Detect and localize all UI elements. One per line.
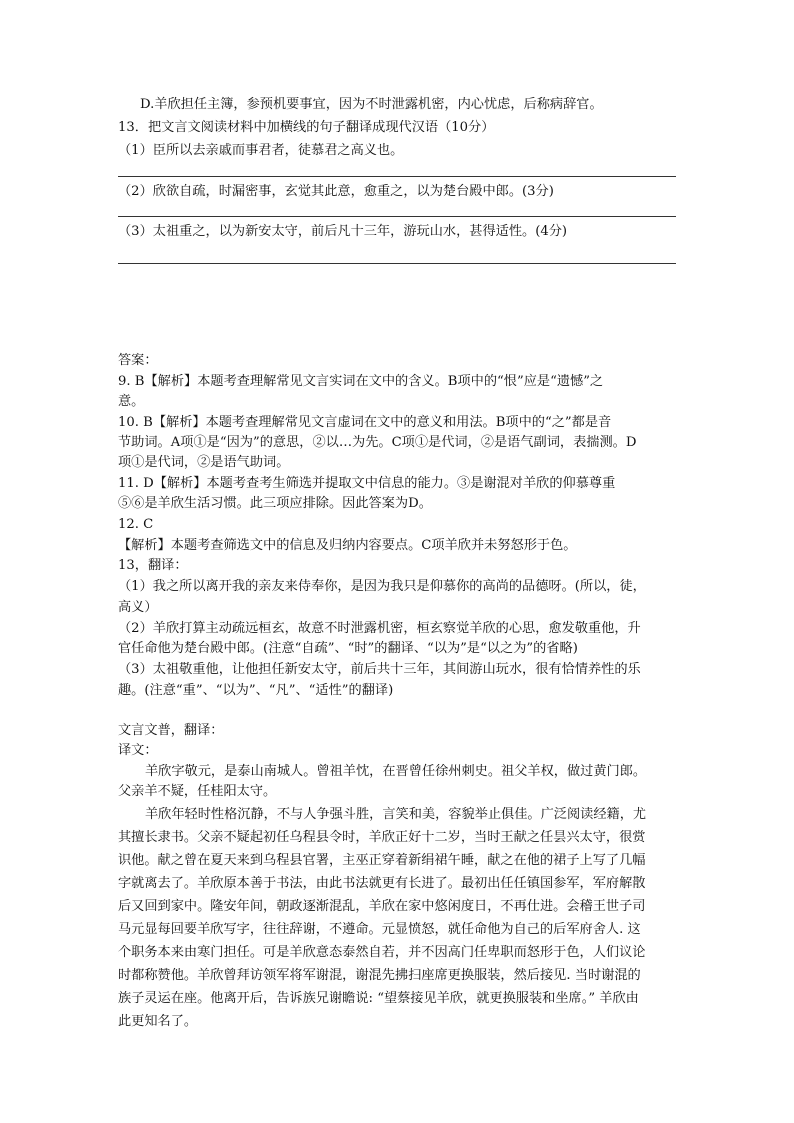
answer-line-text: 9. B【解析】本题考查理解常见文言实词在文中的含义。B项中的“恨”应是“遗憾”之 xyxy=(118,374,604,389)
answer-line-text: （2）羊欣打算主动疏远桓玄，故意不时泄露机密，桓玄察觉羊欣的心思，愈发敬重他，升 xyxy=(118,621,641,636)
translation-line: 此更知名了。 xyxy=(118,1014,198,1029)
answer-line-text: ⑤⑥是羊欣生活习惯。此三项应排除。因此答案为D。 xyxy=(118,496,432,511)
answer-line-text: 12. C xyxy=(118,517,154,532)
translation-line: 族子灵运在座。他离开后，告诉族兄谢瞻说: “望蔡接见羊欣，就更换服装和坐席。” 羊欣由 xyxy=(118,991,639,1006)
translation-line: 识他。献之曾在夏天来到乌程县官署，主巫正穿着新绢裙午睡，献之在他的裙子上写了几幅 xyxy=(118,853,646,868)
translation-line: 羊欣字敬元，是泰山南城人。曾祖羊忱，在晋曾任徐州刺史。祖父羊权，做过黄门郎。 xyxy=(145,764,647,779)
question-13-part-3: （3）太祖重之，以为新安太守，前后凡十三年，游玩山水，甚得适性。(4分) xyxy=(118,224,568,239)
answer-line-text: 13，翻译： xyxy=(118,558,188,573)
answer-line-text: 【解析】本题考查筛选文中的信息及归纳内容要点。C项羊欣并未努怒形于色。 xyxy=(118,538,577,553)
answer-line xyxy=(118,216,676,217)
answer-line-text: 高义） xyxy=(118,600,158,615)
answer-line-text: 官任命他为楚台殿中郎。(注意“自疏”、“时”的翻译、“以为”是“以之为”的省略) xyxy=(118,641,578,656)
translation-line: 字就离去了。羊欣原本善于书法，由此书法就更有长进了。最初出任任镇国参军，军府解散 xyxy=(118,876,646,891)
option-d: D.羊欣担任主簿，参预机要事宜，因为不时泄露机密，内心忧虑，后称病辞官。 xyxy=(140,97,603,112)
translation-line: 个职务本来由寒门担任。可是羊欣意态泰然自若，并不因高门任卑职而怒形于色，人们议论 xyxy=(118,945,646,960)
answer-line-text: 意。 xyxy=(118,394,145,409)
question-13-part-2: （2）欣欲自疏，时漏密事，玄觉其此意，愈重之，以为楚台殿中郎。(3分) xyxy=(118,184,554,199)
translation-line: 其擅长隶书。父亲不疑起初任乌程县令时，羊欣正好十二岁，当时王献之任昙兴太守，很赏 xyxy=(118,830,646,845)
question-13-title: 13．把文言文阅读材料中加横线的句子翻译成现代汉语（10分） xyxy=(118,120,495,135)
answer-line-text: （1）我之所以离开我的亲友来侍奉你，是因为我只是仰慕你的高尚的品德呀。(所以，徒， xyxy=(118,579,646,594)
answer-line-text: 趣。(注意“重”、“以为”、“凡”、“适性”的翻译) xyxy=(118,683,394,698)
translation-heading: 文言文普，翻译： xyxy=(118,723,224,738)
answer-line-text: 节助词。A项①是“因为”的意思，②以…为先。C项①是代词，②是语气副词，表揣测。D xyxy=(118,435,637,450)
answer-line-text: 项①是代词，②是语气助词。 xyxy=(118,455,290,470)
translation-line: 马元显每回要羊欣写字，往往辞谢，不遵命。元显愤怒，就任命他为自己的后军府舍人. 这 xyxy=(118,922,641,937)
answer-line-text: （3）太祖敬重他，让他担任新安太守，前后共十三年，其间游山玩水，很有恰情养性的乐 xyxy=(118,662,641,677)
translation-label: 译文： xyxy=(118,743,158,758)
question-13-part-1: （1）臣所以去亲戚而事君者，徒慕君之高义也。 xyxy=(118,143,404,158)
answer-line xyxy=(118,263,676,264)
answer-line xyxy=(118,176,676,177)
translation-line: 后又回到家中。隆安年间，朝政逐渐混乱，羊欣在家中悠闲度日，不再仕进。会稽王世子司 xyxy=(118,899,646,914)
answer-line-text: 11. D【解析】本题考查考生筛选并提取文中信息的能力。③是谢混对羊欣的仰慕尊重 xyxy=(118,476,616,491)
translation-line: 时都称赞他。羊欣曾拜访领军将军谢混，谢混先拂扫座席更换服装，然后接见. 当时谢混的 xyxy=(118,968,641,983)
translation-line: 羊欣年轻时性格沉静，不与人争强斗胜，言笑和美，容貌举止俱佳。广泛阅读经籍，尤 xyxy=(145,807,647,822)
translation-line: 父亲羊不疑，任桂阳太守。 xyxy=(118,784,277,799)
answer-line-text: 10. B【解析】本题考查理解常见文言虚词在文中的意义和用法。B项中的“之”都是音 xyxy=(118,415,612,430)
answer-heading: 答案： xyxy=(118,353,158,368)
